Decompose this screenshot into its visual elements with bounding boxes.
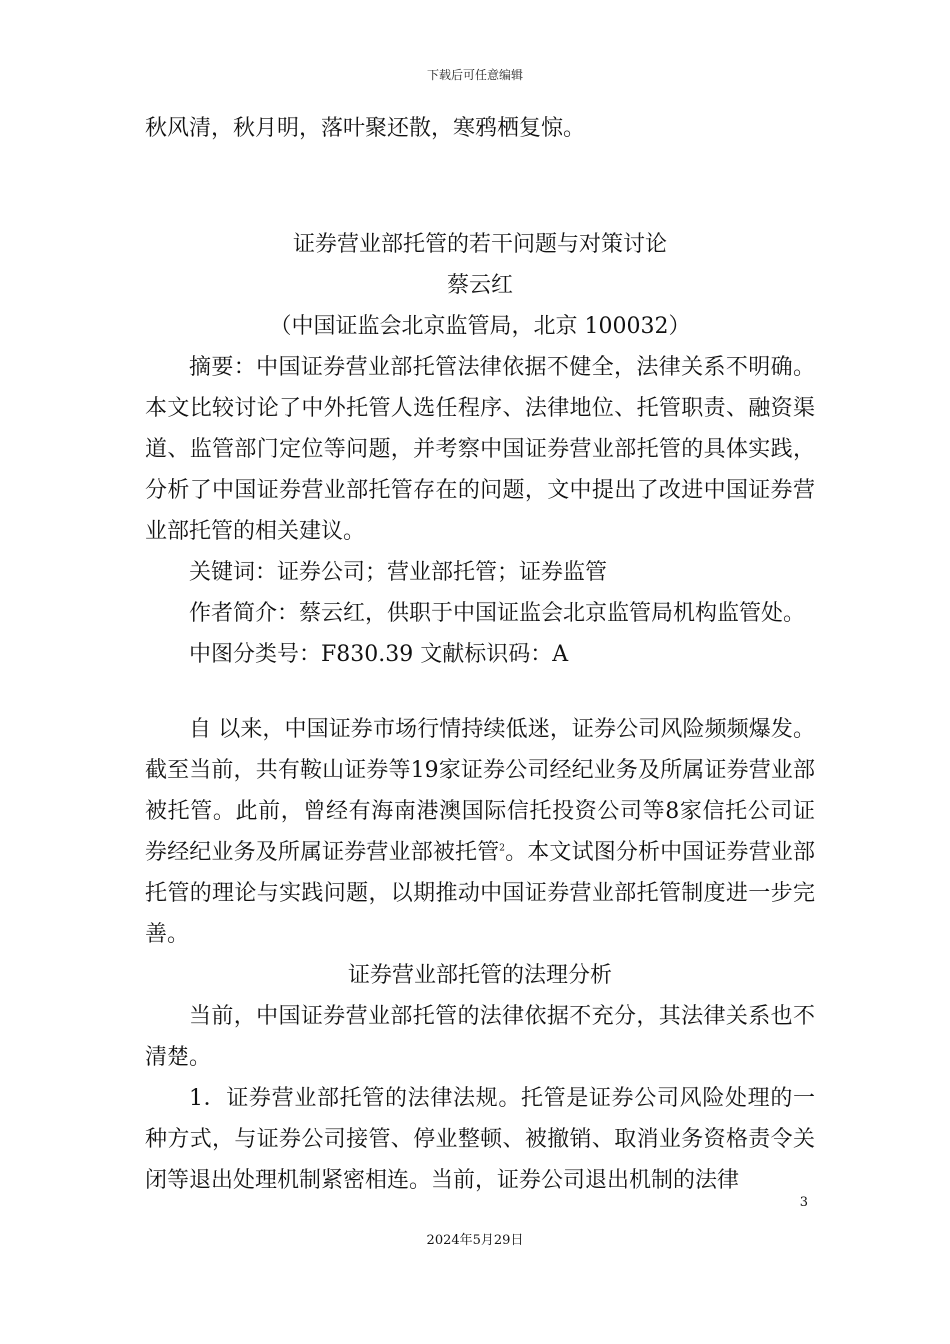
keywords-line: 关键词：证券公司；营业部托管；证券监管 bbox=[189, 560, 608, 585]
section-paragraph-2: 1．证券营业部托管的法律法规。托管是证券公司风险处理的一种方式，与证券公司接管、停业整顿、被撤销、取消业务资格责令关闭等退出处理机制紧密相连。当前，证券公司退出机制的法律 bbox=[145, 1086, 815, 1193]
poem-text: 秋风清，秋月明，落叶聚还散，寒鸦栖复惊。 bbox=[145, 116, 586, 141]
page-footer-date: 2024年5月29日 bbox=[426, 1233, 524, 1248]
intro-tail: 。本文试图分析中国证券营业部托管的理论与实践问题，以期推动中国证券营业部托管制度进一步完善。 bbox=[145, 840, 815, 947]
intro-text: 自 以来，中国证券市场行情持续低迷，证券公司风险频频爆发。截至当前，共有鞍山证券等19家证券公司经纪业务及所属证券营业部被托管。此前，曾经有海南港澳国际信托投资公司等8家信托公司证券经纪业务及所属证券营业部被托管 bbox=[145, 717, 815, 865]
abstract-paragraph: 摘要：中国证券营业部托管法律依据不健全，法律关系不明确。本文比较讨论了中外托管人选任程序、法律地位、托管职责、融资渠道、监管部门定位等问题，并考察中国证券营业部托管的具体实践，分析了中国证券营业部托管存在的问题，文中提出了改进中国证券营业部托管的相关建议。 bbox=[145, 355, 815, 544]
page-header: 下载后可任意编辑 bbox=[426, 68, 523, 82]
page-number: 3 bbox=[799, 1195, 808, 1210]
section-paragraph-1: 当前，中国证券营业部托管的法律依据不充分，其法律关系也不清楚。 bbox=[145, 1004, 815, 1070]
classification-line: 中图分类号：F830.39 文献标识码：A bbox=[189, 642, 569, 667]
article-title: 证券营业部托管的若干问题与对策讨论 bbox=[292, 232, 667, 257]
article-author: 蔡云红 bbox=[446, 273, 513, 298]
paragraph-spacer bbox=[145, 675, 815, 709]
author-bio-line: 作者简介：蔡云红，供职于中国证监会北京监管局机构监管处。 bbox=[189, 601, 806, 626]
section-heading: 证券营业部托管的法理分析 bbox=[347, 963, 612, 988]
article-affiliation: （中国证监会北京监管局，北京 100032） bbox=[269, 314, 691, 339]
poem-line bbox=[145, 108, 815, 149]
article-body bbox=[145, 224, 815, 1201]
intro-paragraph bbox=[145, 709, 815, 955]
footnote-marker: 2 bbox=[499, 843, 505, 854]
